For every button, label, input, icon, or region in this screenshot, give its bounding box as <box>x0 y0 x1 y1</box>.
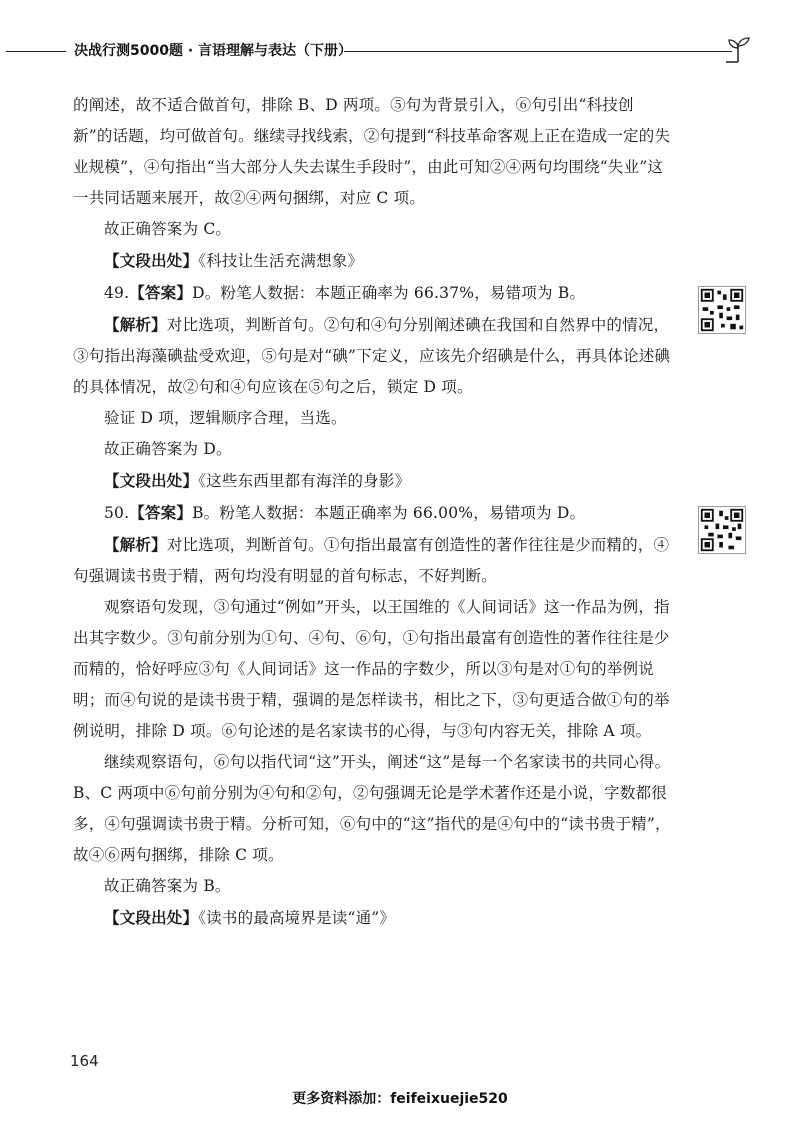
source-title: 《科技让生活充满想象》 <box>198 252 364 270</box>
analysis-line <box>73 529 673 592</box>
bracket-open: 【 <box>129 283 145 302</box>
analysis-label: 解析 <box>119 536 152 554</box>
bracket-open: 【 <box>104 315 120 334</box>
answer-label: 答案 <box>144 504 177 522</box>
answer-text: D。粉笔人数据：本题正确率为 66.37%，易错项为 B。 <box>192 284 586 302</box>
bracket-close: 】 <box>151 535 167 554</box>
bracket-open: 【 <box>104 908 120 927</box>
source-line <box>73 465 673 497</box>
source-line <box>73 902 673 934</box>
source-label: 文段出处 <box>119 472 183 490</box>
page-number: 164 <box>70 1052 99 1070</box>
source-title: 《读书的最高境界是读“通”》 <box>198 909 396 927</box>
bracket-open: 【 <box>104 251 120 270</box>
paragraph: 故正确答案为 C。 <box>104 220 232 238</box>
answer-label: 答案 <box>144 284 177 302</box>
sprout-icon <box>724 36 754 64</box>
paragraph: 的阐述，故不适合做首句，排除 B、D 两项。⑤句为背景引入，⑥句引出“科技创新”的话题，均可做首句。继续寻找线索，②句提到“科技革命客观上正在造成一定的失业规模”，④句指出“当大部分人失去谋生手段时”，由此可知②④两句均围绕“失业”这一共同话题来展开，故②④两句捆绑，对应 C 项。 <box>73 96 671 207</box>
bracket-close: 】 <box>182 908 199 927</box>
answer-line <box>73 497 673 529</box>
analysis-label: 解析 <box>119 316 152 334</box>
answer-text: B。粉笔人数据：本题正确率为 66.00%，易错项为 D。 <box>192 504 586 522</box>
bracket-close: 】 <box>182 471 199 490</box>
bracket-close: 】 <box>182 251 199 270</box>
paragraph: 继续观察语句，⑥句以指代词“这”开头，阐述“这”是每一个名家读书的共同心得。B、C 两项中⑥句前分别为④句和②句，②句强调无论是学术著作还是小说，字数都很多，④句强调读书贵于精。分析可知，⑥句中的“这”指代的是④句中的“读书贵于精”，故④⑥两句捆绑，排除 C 项。 <box>73 753 671 864</box>
qr-code-graphic <box>699 287 745 333</box>
answer-line <box>73 277 673 309</box>
analysis-line <box>73 309 673 403</box>
bracket-open: 【 <box>104 471 120 490</box>
header-title: 决战行测5000题 · 言语理解与表达（下册） <box>74 43 353 59</box>
bracket-close: 】 <box>176 283 193 302</box>
question-number: 49. <box>104 284 130 302</box>
header-rule-left <box>6 51 66 52</box>
paragraph: 验证 D 项，逻辑顺序合理，当选。 <box>104 409 347 427</box>
bracket-open: 【 <box>104 535 120 554</box>
footer-note: 更多资料添加：feifeixuejie520 <box>292 1091 508 1107</box>
analysis-text: 对比选项，判断首句。①句指出最富有创造性的著作往往是少而精的，④句强调读书贵于精，两句均没有明显的首句标志，不好判断。 <box>73 536 670 585</box>
paragraph: 观察语句发现，③句通过“例如”开头，以王国维的《人间词话》这一作品为例，指出其字数少。③句前分别为①句、④句、⑥句，①句指出最富有创造性的著作往往是少而精的，恰好呼应③句《人间词话》这一作品的字数少，所以③句是对①句的举例说明；而④句说的是读书贵于精，强调的是怎样读书，相比之下，③句更适合做①句的举例说明，排除 D 项。⑥句论述的是名家读书的心得，与③句内容无关，排除 A 项。 <box>73 598 670 740</box>
header-rule-right <box>344 51 732 52</box>
question-number: 50. <box>104 504 130 522</box>
paragraph: 故正确答案为 B。 <box>104 877 231 895</box>
analysis-text: 对比选项，判断首句。②句和④句分别阐述碘在我国和自然界中的情况，③句指出海藻碘盐受欢迎，⑤句是对“碘”下定义，应该先介绍碘是什么，再具体论述碘的具体情况，故②句和④句应该在⑤句之后，锁定 D 项。 <box>73 316 671 396</box>
page-header <box>0 36 800 66</box>
bracket-open: 【 <box>129 503 145 522</box>
bracket-close: 】 <box>176 503 193 522</box>
source-title: 《这些东西里都有海洋的身影》 <box>198 472 411 490</box>
qr-code-icon[interactable] <box>698 506 746 554</box>
qr-code-icon[interactable] <box>698 286 746 334</box>
bracket-close: 】 <box>151 315 167 334</box>
source-label: 文段出处 <box>119 252 183 270</box>
paragraph: 故正确答案为 D。 <box>104 440 232 458</box>
qr-code-graphic <box>699 507 745 553</box>
source-label: 文段出处 <box>119 909 183 927</box>
main-content <box>73 90 673 934</box>
source-line <box>73 245 673 277</box>
